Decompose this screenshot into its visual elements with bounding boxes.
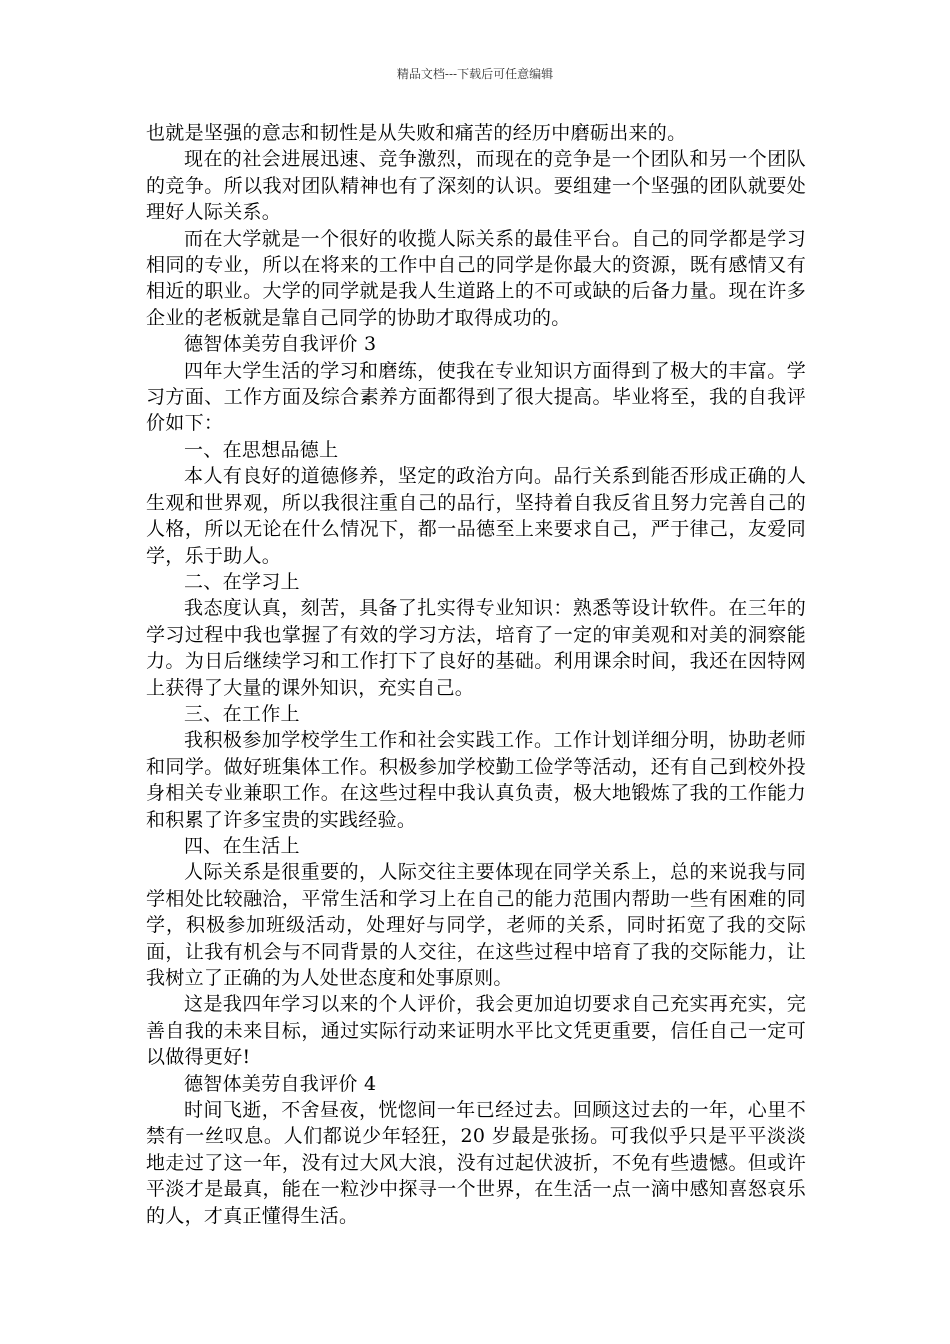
section-heading: 德智体美劳自我评价 3 <box>184 333 377 356</box>
paragraph: 而在大学就是一个很好的收揽人际关系的最佳平台。自己的同学都是学习相同的专业，所以在将来的工作中自己的同学是你最大的资源，既有感情又有相近的职业。大学的同学就是我人生道路上的不可或缺的后备力量。现在许多企业的老板就是靠自己同学的协助才取得成功的。 <box>146 227 806 329</box>
paragraph: 现在的社会进展迅速、竞争激烈，而现在的竞争是一个团队和另一个团队的竞争。所以我对团队精神也有了深刻的认识。要组建一个坚强的团队就要处理好人际关系。 <box>146 148 806 224</box>
section-heading: 德智体美劳自我评价 4 <box>184 1072 377 1095</box>
subsection-heading: 三、在工作上 <box>184 702 300 725</box>
paragraph: 这是我四年学习以来的个人评价，我会更加迫切要求自己充实再充实，完善自我的未来目标，通过实际行动来证明水平比文凭更重要，信任自己一定可以做得更好! <box>146 993 806 1069</box>
subsection-heading: 一、在思想品德上 <box>184 438 339 461</box>
page-header: 精品文档---下载后可任意编辑 <box>396 67 554 81</box>
paragraph: 时间飞逝，不舍昼夜，恍惚间一年已经过去。回顾这过去的一年，心里不禁有一丝叹息。人们都说少年轻狂，20 岁最是张扬。可我似乎只是平平淡淡地走过了这一年，没有过大风大浪，没有过起伏波折，不免有些遗憾。但或许平淡才是最真，能在一粒沙中探寻一个世界，在生活一点一滴中感知喜怒哀乐的人，才真正懂得生活。 <box>146 1099 806 1227</box>
paragraph: 人际关系是很重要的，人际交往主要体现在同学关系上，总的来说我与同学相处比较融洽，平常生活和学习上在自己的能力范围内帮助一些有困难的同学，积极参加班级活动，处理好与同学，老师的关系，同时拓宽了我的交际面，让我有机会与不同背景的人交往，在这些过程中培育了我的交际能力，让我树立了正确的为人处世态度和处事原则。 <box>146 861 806 989</box>
subsection-heading: 二、在学习上 <box>184 570 300 593</box>
paragraph: 我态度认真，刻苦，具备了扎实得专业知识：熟悉等设计软件。在三年的学习过程中我也掌握了有效的学习方法，培育了一定的审美观和对美的洞察能力。为日后继续学习和工作打下了良好的基础。利用课余时间，我还在因特网上获得了大量的课外知识，充实自己。 <box>146 597 806 699</box>
subsection-heading: 四、在生活上 <box>184 834 300 857</box>
paragraph: 本人有良好的道德修养，坚定的政治方向。品行关系到能否形成正确的人生观和世界观，所以我很注重自己的品行，坚持着自我反省且努力完善自己的人格，所以无论在什么情况下，都一品德至上来要求自己，严于律己，友爱同学，乐于助人。 <box>146 465 806 567</box>
paragraph: 四年大学生活的学习和磨练，使我在专业知识方面得到了极大的丰富。学习方面、工作方面及综合素养方面都得到了很大提高。毕业将至，我的自我评价如下： <box>146 359 806 435</box>
document-body <box>146 120 806 1229</box>
paragraph: 也就是坚强的意志和韧性是从失败和痛苦的经历中磨砺出来的。 <box>146 122 687 144</box>
paragraph: 我积极参加学校学生工作和社会实践工作。工作计划详细分明，协助老师和同学。做好班集体工作。积极参加学校勤工俭学等活动，还有自己到校外投身相关专业兼职工作。在这些过程中我认真负责，极大地锻炼了我的工作能力和积累了许多宝贵的实践经验。 <box>146 729 806 831</box>
